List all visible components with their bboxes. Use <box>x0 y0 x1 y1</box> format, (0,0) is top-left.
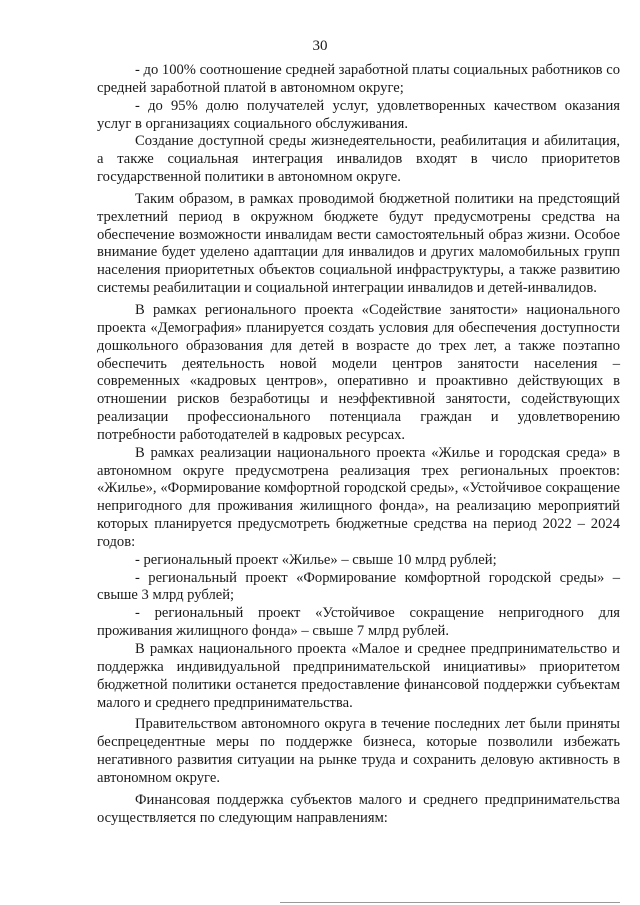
paragraph: - до 95% долю получателей услуг, удовлетворенных качеством оказания услуг в организациях социального обслуживания. <box>97 97 620 132</box>
paragraph: В рамках регионального проекта «Содействие занятости» национального проекта «Демография» планируется создать условия для обеспечения доступности дошкольного образования для детей в возрасте до трех лет, а также поэтапно обеспечить деятельность новой модели центров занятости населения – современных «кадровых центров», оперативно и проактивно действующих в отношении рисков безработицы и неэффективной занятости, содействующих реализации профессионального потенциала граждан и удовлетворению потребности работодателей в кадровых ресурсах. <box>97 301 620 443</box>
paragraph: Правительством автономного округа в течение последних лет были приняты беспрецедентные меры по поддержке бизнеса, которые позволили избежать негативного развития ситуации на рынке труда и сохранить деловую активность в автономном округе. <box>97 716 620 786</box>
paragraph: Создание доступной среды жизнедеятельности, реабилитация и абилитация, а также социальная интеграция инвалидов входят в число приоритетов государственной политики в автономном округе. <box>97 133 620 186</box>
paragraph: В рамках реализации национального проекта «Жилье и городская среда» в автономном округе предусмотрена реализация трех региональных проектов: «Жилье», «Формирование комфортной городской среды», «Устойчивое сокращение непригодного для проживания жилищного фонда», на реализацию мероприятий которых планируется предусмотреть бюджетные средства на период 2022 – 2024 годов: <box>97 444 620 550</box>
paragraph: В рамках национального проекта «Малое и среднее предпринимательство и поддержка индивидуальной предпринимательской инициативы» приоритетом бюджетной политики останется предоставление финансовой поддержки субъектам малого и среднего предпринимательства. <box>97 641 620 711</box>
page-number: 30 <box>312 38 328 54</box>
footer-rule <box>280 902 620 903</box>
list-item: - региональный проект «Устойчивое сокращение непригодного для проживания жилищного фонда» – свыше 7 млрд рублей. <box>97 605 620 640</box>
paragraph: - до 100% соотношение средней заработной платы социальных работников со средней заработной платой в автономном округе; <box>97 62 620 96</box>
list-item: - региональный проект «Жилье» – свыше 10 млрд рублей; <box>135 551 497 568</box>
document-body <box>97 62 620 827</box>
paragraph: Таким образом, в рамках проводимой бюджетной политики на предстоящий трехлетний период в окружном бюджете будут предусмотрены средства на обеспечение возможности инвалидам вести самостоятельный образ жизни. Особое внимание будет уделено адаптации для инвалидов и других маломобильных групп населения приоритетных объектов социальной инфраструктуры, а также развитию системы реабилитации и социальной интеграции инвалидов и детей-инвалидов. <box>97 190 620 297</box>
paragraph: Финансовая поддержка субъектов малого и среднего предпринимательства осуществляется по следующим направлениям: <box>97 791 620 826</box>
list-item: - региональный проект «Формирование комфортной городской среды» – свыше 3 млрд рублей; <box>97 569 620 604</box>
